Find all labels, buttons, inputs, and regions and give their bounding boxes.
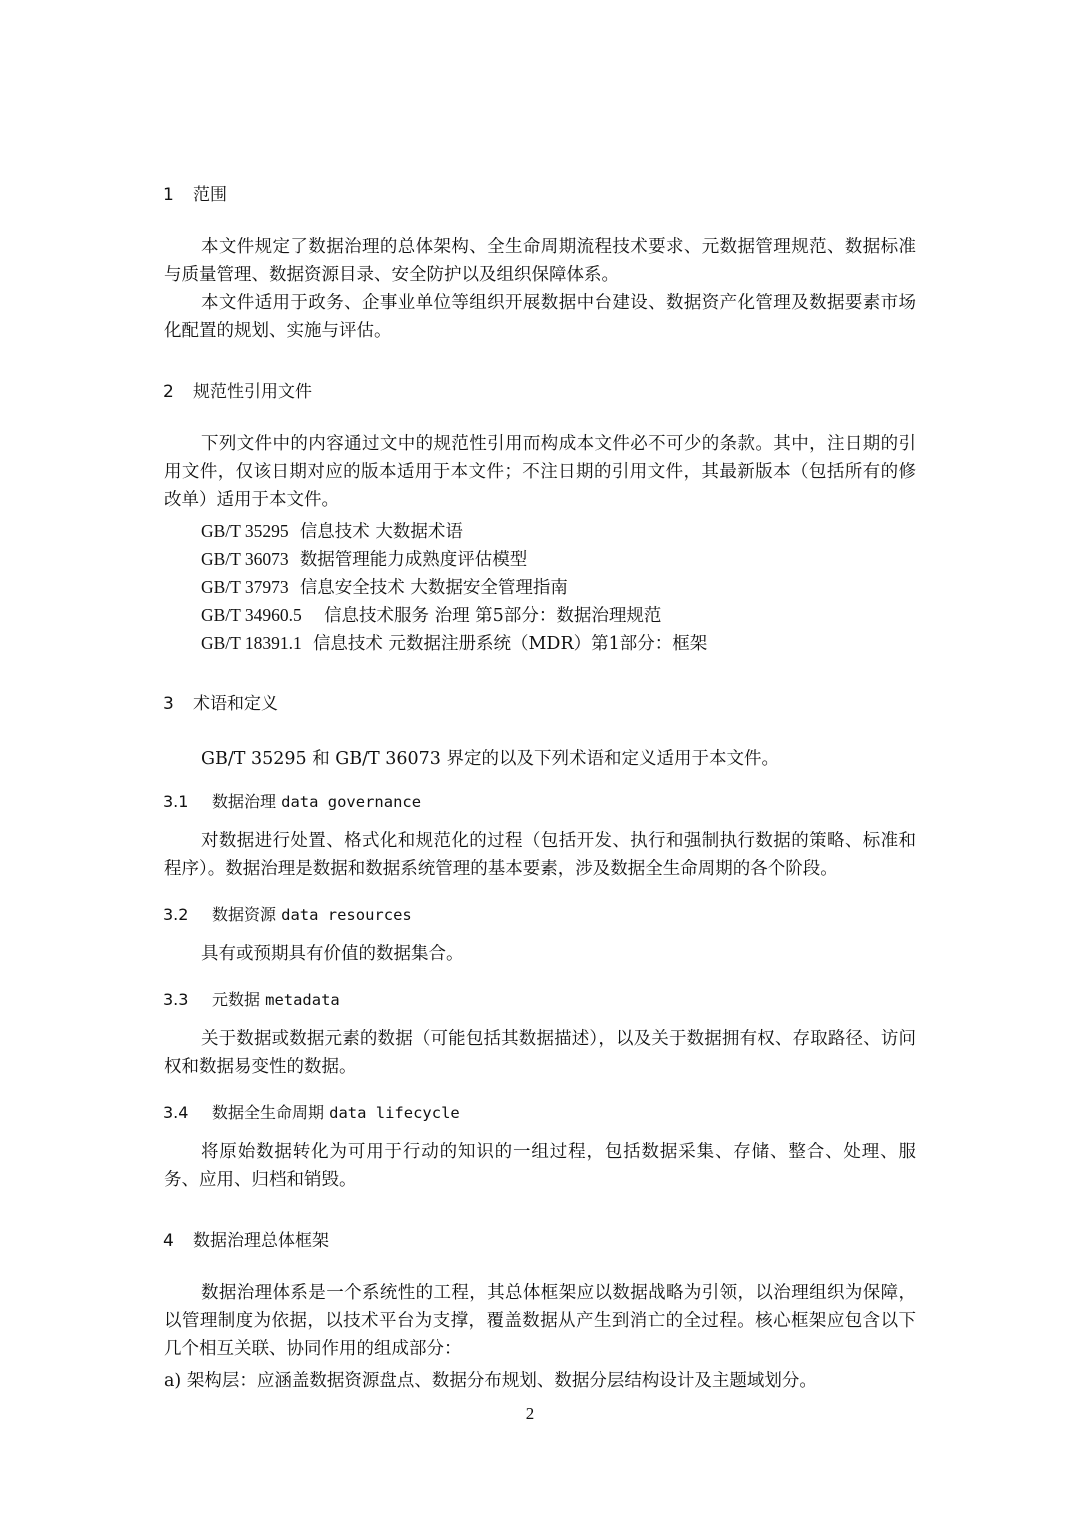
reference-code: GB/T 35295: [201, 521, 289, 541]
scope-paragraph-1: 本文件规定了数据治理的总体架构、全生命周期流程技术要求、元数据管理规范、数据标准与质量管理、数据资源目录、安全防护以及组织保障体系。: [164, 237, 916, 285]
term-definition: 具有或预期具有价值的数据集合。: [201, 944, 464, 964]
section-heading-terms: [163, 689, 278, 714]
section-number: 2: [163, 382, 174, 402]
term-en: data resources: [281, 906, 412, 924]
framework-item-a: a) 架构层：应涵盖数据资源盘点、数据分布规划、数据分层结构设计及主题域划分。: [164, 1371, 817, 1391]
section-heading-references: [163, 377, 312, 402]
reference-title: 信息技术服务 治理 第5部分：数据治理规范: [324, 606, 662, 626]
section-number: 3: [163, 694, 174, 714]
term-heading: [163, 902, 412, 925]
term-number: 3.1: [163, 792, 189, 811]
reference-item: [201, 546, 527, 571]
terms-intro: GB/T 35295 和 GB/T 36073 界定的以及下列术语和定义适用于本文件。: [201, 749, 779, 769]
term-number: 3.2: [163, 905, 189, 924]
term-zh: 元数据: [212, 990, 261, 1009]
section-number: 1: [163, 185, 174, 205]
reference-title: 信息技术 元数据注册系统（MDR）第1部分：框架: [312, 634, 708, 654]
term-en: data governance: [281, 793, 422, 811]
section-title: 数据治理总体框架: [193, 1231, 329, 1251]
term-number: 3.3: [163, 990, 189, 1009]
reference-item: [201, 574, 568, 599]
term-definition: 对数据进行处置、格式化和规范化的过程（包括开发、执行和强制执行数据的策略、标准和程序）。数据治理是数据和数据系统管理的基本要素，涉及数据全生命周期的各个阶段。: [164, 831, 916, 879]
reference-code: GB/T 37973: [201, 577, 289, 597]
reference-title: 信息技术 大数据术语: [299, 522, 463, 542]
reference-item: [201, 630, 707, 655]
reference-code: GB/T 18391.1: [201, 633, 302, 653]
section-title: 术语和定义: [193, 694, 278, 714]
section-heading-scope: [163, 180, 227, 205]
section-title: 范围: [193, 185, 227, 205]
term-heading: [163, 789, 421, 812]
term-en: metadata: [265, 991, 340, 1009]
term-definition: 关于数据或数据元素的数据（可能包括其数据描述），以及关于数据拥有权、存取路径、访问权和数据易变性的数据。: [164, 1029, 916, 1077]
term-heading: [163, 987, 340, 1010]
term-heading: [163, 1100, 460, 1123]
page-number: 2: [525, 1404, 535, 1423]
section-number: 4: [163, 1231, 174, 1251]
section-title: 规范性引用文件: [193, 382, 312, 402]
reference-item: [201, 602, 661, 627]
reference-title: 数据管理能力成熟度评估模型: [299, 550, 528, 570]
section-heading-framework: [163, 1226, 329, 1251]
framework-intro: 数据治理体系是一个系统性的工程，其总体框架应以数据战略为引领，以治理组织为保障，以管理制度为依据，以技术平台为支撑，覆盖数据从产生到消亡的全过程。核心框架应包含以下几个相互关联、协同作用的组成部分：: [164, 1283, 916, 1359]
term-number: 3.4: [163, 1103, 189, 1122]
term-zh: 数据全生命周期: [212, 1103, 325, 1122]
term-zh: 数据治理: [212, 792, 277, 811]
reference-item: [201, 518, 463, 543]
references-intro: 下列文件中的内容通过文中的规范性引用而构成本文件必不可少的条款。其中，注日期的引用文件，仅该日期对应的版本适用于本文件；不注日期的引用文件，其最新版本（包括所有的修改单）适用于本文件。: [164, 434, 916, 510]
reference-code: GB/T 36073: [201, 549, 289, 569]
scope-paragraph-2: 本文件适用于政务、企事业单位等组织开展数据中台建设、数据资产化管理及数据要素市场化配置的规划、实施与评估。: [164, 293, 916, 341]
reference-code: GB/T 34960.5: [201, 605, 302, 625]
term-definition: 将原始数据转化为可用于行动的知识的一组过程，包括数据采集、存储、整合、处理、服务、应用、归档和销毁。: [164, 1142, 916, 1190]
reference-title: 信息安全技术 大数据安全管理指南: [299, 578, 568, 598]
term-en: data lifecycle: [329, 1104, 460, 1122]
term-zh: 数据资源: [212, 905, 277, 924]
